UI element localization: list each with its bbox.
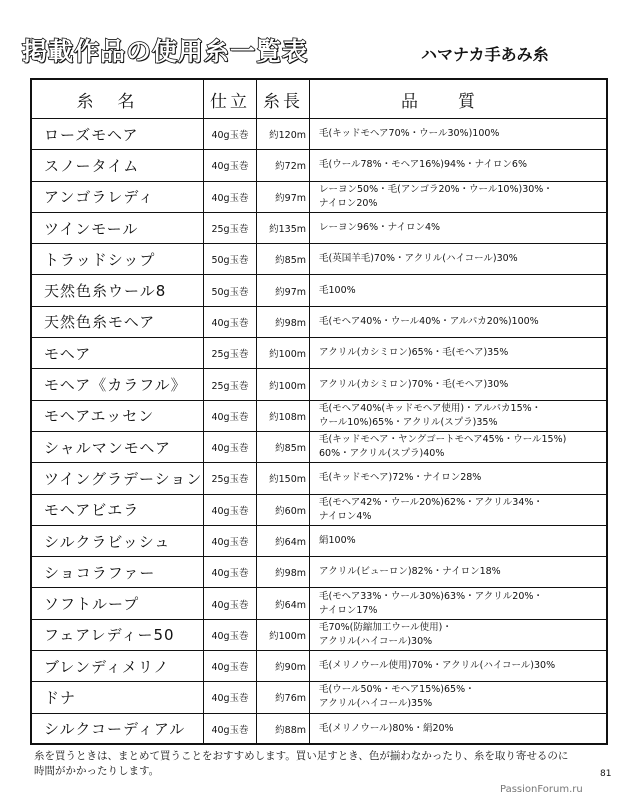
- skein-size-cell: 25g玉巻: [204, 338, 257, 369]
- yarn-name-cell: ツインモール: [31, 212, 204, 243]
- yarn-name-cell: 天然色糸モヘア: [31, 306, 204, 337]
- table-row: [31, 369, 607, 400]
- yarn-name-cell: 天然色糸ウール8: [31, 275, 204, 306]
- table-row: [31, 651, 607, 682]
- skein-size-cell: 40g玉巻: [204, 181, 257, 212]
- yarn-name-cell: ソフトループ: [31, 588, 204, 619]
- yarn-quality-cell: [310, 494, 608, 525]
- quality-line: アクリル(ハイコール)30%: [319, 635, 433, 647]
- table-row: [31, 494, 607, 525]
- yarn-name-cell: モヘアエッセン: [31, 400, 204, 431]
- yarn-length-cell: 約98m: [257, 306, 310, 337]
- yarn-name-cell: スノータイム: [31, 150, 204, 181]
- quality-line: 60%・アクリル(スプラ)40%: [319, 448, 445, 460]
- quality-line: 毛(モヘア40%(キッドモヘア使用)・アルパカ15%・: [319, 402, 542, 414]
- yarn-length-cell: 約88m: [257, 713, 310, 744]
- yarn-name-cell: シルクコーディアル: [31, 713, 204, 744]
- column-header-length: 糸長: [257, 79, 310, 119]
- skein-size-cell: 25g玉巻: [204, 463, 257, 494]
- skein-size-cell: 40g玉巻: [204, 400, 257, 431]
- quality-line: 毛(英国羊毛)70%・アクリル(ハイコール)30%: [319, 253, 518, 265]
- yarn-name-cell: モヘア: [31, 338, 204, 369]
- yarn-name-cell: フェアレディー50: [31, 619, 204, 650]
- skein-size-cell: 25g玉巻: [204, 212, 257, 243]
- quality-line: アクリル(ビューロン)82%・ナイロン18%: [319, 566, 501, 578]
- quality-line: 毛(ウール78%・モヘア16%)94%・ナイロン6%: [319, 159, 527, 171]
- yarn-length-cell: 約98m: [257, 557, 310, 588]
- yarn-quality-cell: [310, 588, 608, 619]
- quality-line: ナイロン20%: [319, 197, 378, 209]
- table-row: [31, 431, 607, 462]
- yarn-length-cell: 約97m: [257, 181, 310, 212]
- quality-line: 毛(メリノウール)80%・絹20%: [319, 722, 454, 734]
- skein-size-cell: 40g玉巻: [204, 525, 257, 556]
- quality-line: 毛(モヘア33%・ウール30%)63%・アクリル20%・: [319, 590, 543, 602]
- column-header-size: 仕立: [204, 79, 257, 119]
- quality-line: ナイロン17%: [319, 604, 378, 616]
- quality-line: アクリル(ハイコール)35%: [319, 698, 433, 710]
- yarn-name-cell: モヘア《カラフル》: [31, 369, 204, 400]
- column-header-quality: 品質: [310, 79, 608, 119]
- skein-size-cell: 25g玉巻: [204, 369, 257, 400]
- yarn-length-cell: 約76m: [257, 682, 310, 713]
- quality-line: アクリル(カシミロン)65%・毛(モヘア)35%: [319, 347, 509, 359]
- yarn-name-cell: ショコラファー: [31, 557, 204, 588]
- skein-size-cell: 50g玉巻: [204, 244, 257, 275]
- quality-line: 絹100%: [319, 535, 356, 546]
- yarn-quality-cell: [310, 619, 608, 650]
- table-row: [31, 619, 607, 650]
- quality-line: 毛(キッドモヘア70%・ウール30%)100%: [319, 128, 500, 140]
- yarn-name-cell: アンゴラレディ: [31, 181, 204, 212]
- skein-size-cell: 40g玉巻: [204, 431, 257, 462]
- table-row: [31, 306, 607, 337]
- skein-size-cell: 50g玉巻: [204, 275, 257, 306]
- table-row: [31, 525, 607, 556]
- yarn-name-cell: シャルマンモヘア: [31, 431, 204, 462]
- skein-size-cell: 40g玉巻: [204, 494, 257, 525]
- yarn-quality-cell: [310, 369, 608, 400]
- yarn-quality-cell: [310, 651, 608, 682]
- yarn-quality-cell: [310, 463, 608, 494]
- quality-line: 毛(モヘア40%・ウール40%・アルパカ20%)100%: [319, 315, 539, 327]
- yarn-length-cell: 約100m: [257, 369, 310, 400]
- yarn-name-cell: モヘアビエラ: [31, 494, 204, 525]
- yarn-quality-cell: [310, 431, 608, 462]
- quality-line: ウール10%)65%・アクリル(スプラ)35%: [319, 416, 498, 428]
- skein-size-cell: 40g玉巻: [204, 619, 257, 650]
- skein-size-cell: 40g玉巻: [204, 306, 257, 337]
- yarn-length-cell: 約100m: [257, 338, 310, 369]
- page-title: 掲載作品の使用糸一覧表: [22, 37, 309, 66]
- page-number: 81: [600, 769, 612, 779]
- quality-line: 毛(モヘア42%・ウール20%)62%・アクリル34%・: [319, 496, 543, 508]
- table-row: [31, 275, 607, 306]
- yarn-length-cell: 約120m: [257, 119, 310, 150]
- yarn-quality-cell: [310, 525, 608, 556]
- quality-line: レーヨン50%・毛(アンゴラ20%・ウール10%)30%・: [319, 183, 553, 195]
- quality-line: 毛(メリノウール使用)70%・アクリル(ハイコール)30%: [319, 660, 556, 672]
- table-row: [31, 463, 607, 494]
- yarn-name-cell: ローズモヘア: [31, 119, 204, 150]
- quality-line: 毛100%: [319, 284, 356, 296]
- yarn-quality-cell: [310, 181, 608, 212]
- quality-line: ナイロン4%: [319, 510, 372, 522]
- table-row: [31, 588, 607, 619]
- table-row: [31, 338, 607, 369]
- table-body: [31, 119, 607, 745]
- quality-line: アクリル(カシミロン)70%・毛(モヘア)30%: [319, 378, 509, 390]
- skein-size-cell: 40g玉巻: [204, 119, 257, 150]
- yarn-quality-cell: [310, 713, 608, 744]
- yarn-name-cell: ツイングラデーション: [31, 463, 204, 494]
- table-row: [31, 150, 607, 181]
- table-row: [31, 713, 607, 744]
- yarn-quality-cell: [310, 557, 608, 588]
- table-row: [31, 400, 607, 431]
- yarn-length-cell: 約97m: [257, 275, 310, 306]
- yarn-length-cell: 約108m: [257, 400, 310, 431]
- watermark: PassionForum.ru: [500, 784, 583, 795]
- skein-size-cell: 40g玉巻: [204, 713, 257, 744]
- footnote-line: 時間がかかったりします。: [34, 765, 160, 777]
- yarn-length-cell: 約100m: [257, 619, 310, 650]
- table-row: [31, 212, 607, 243]
- yarn-length-cell: 約60m: [257, 494, 310, 525]
- yarn-length-cell: 約72m: [257, 150, 310, 181]
- table-row: [31, 557, 607, 588]
- table-row: [31, 244, 607, 275]
- yarn-length-cell: 約150m: [257, 463, 310, 494]
- yarn-quality-cell: [310, 400, 608, 431]
- yarn-table: [30, 78, 608, 745]
- yarn-quality-cell: [310, 338, 608, 369]
- yarn-name-cell: トラッドシップ: [31, 244, 204, 275]
- yarn-quality-cell: [310, 244, 608, 275]
- yarn-length-cell: 約85m: [257, 431, 310, 462]
- yarn-length-cell: 約85m: [257, 244, 310, 275]
- quality-line: 毛(キッドモヘア)72%・ナイロン28%: [319, 472, 482, 484]
- quality-line: レーヨン96%・ナイロン4%: [319, 222, 441, 234]
- quality-line: 毛70%(防縮加工ウール使用)・: [319, 621, 452, 633]
- quality-line: 毛(キッドモヘア・ヤングゴートモヘア45%・ウール15%): [319, 434, 567, 446]
- yarn-name-cell: シルクラビッシュ: [31, 525, 204, 556]
- yarn-length-cell: 約135m: [257, 212, 310, 243]
- footnote-line: 糸を買うときは、まとめて買うことをおすすめします。買い足すとき、色が揃わなかったり、糸を取り寄せるのに: [34, 750, 569, 762]
- yarn-quality-cell: [310, 212, 608, 243]
- quality-line: 毛(ウール50%・モヘア15%)65%・: [319, 684, 475, 696]
- yarn-quality-cell: [310, 275, 608, 306]
- yarn-length-cell: 約64m: [257, 525, 310, 556]
- yarn-length-cell: 約64m: [257, 588, 310, 619]
- skein-size-cell: 40g玉巻: [204, 682, 257, 713]
- column-header-name: 糸名: [31, 79, 204, 119]
- skein-size-cell: 40g玉巻: [204, 651, 257, 682]
- yarn-quality-cell: [310, 682, 608, 713]
- skein-size-cell: 40g玉巻: [204, 150, 257, 181]
- table-row: [31, 181, 607, 212]
- yarn-quality-cell: [310, 119, 608, 150]
- table-header-row: [31, 79, 607, 119]
- yarn-quality-cell: [310, 150, 608, 181]
- skein-size-cell: 40g玉巻: [204, 588, 257, 619]
- brand-label: ハマナカ手あみ糸: [421, 45, 549, 64]
- yarn-name-cell: ドナ: [31, 682, 204, 713]
- yarn-quality-cell: [310, 306, 608, 337]
- footnote: [34, 749, 594, 779]
- table-row: [31, 119, 607, 150]
- skein-size-cell: 40g玉巻: [204, 557, 257, 588]
- yarn-length-cell: 約90m: [257, 651, 310, 682]
- yarn-name-cell: ブレンディメリノ: [31, 651, 204, 682]
- table-row: [31, 682, 607, 713]
